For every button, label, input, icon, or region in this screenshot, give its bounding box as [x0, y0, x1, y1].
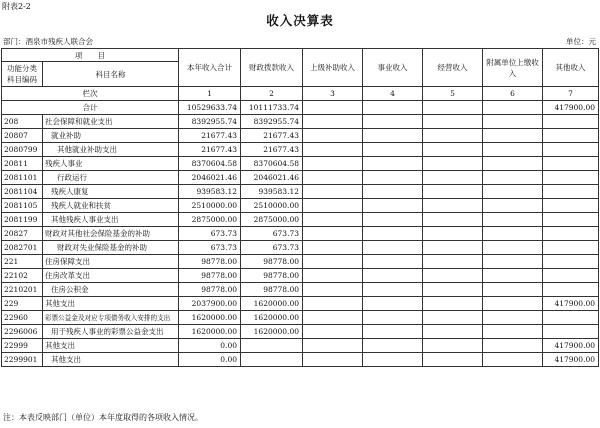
value-cell: [423, 227, 483, 241]
func-code-cell: 22102: [2, 269, 43, 283]
appendix-label: 附表2-2: [2, 2, 31, 11]
value-cell: [363, 325, 423, 339]
func-code-cell: 20807: [2, 129, 43, 143]
table-row: [2, 129, 599, 143]
table-row: [2, 269, 599, 283]
value-cell: [423, 269, 483, 283]
value-cell: [543, 255, 599, 269]
value-cell: 1620000.00: [241, 325, 303, 339]
value-cell: [543, 129, 599, 143]
col-number: 3: [303, 87, 363, 101]
value-cell: 21677.43: [179, 143, 241, 157]
subject-name-cell: 其他支出: [43, 339, 179, 353]
func-code-cell: 229: [2, 297, 43, 311]
value-cell: 2037900.00: [179, 297, 241, 311]
value-cell: 417900.00: [543, 339, 599, 353]
value-cell: [363, 143, 423, 157]
table-row: [2, 185, 599, 199]
value-cell: [303, 115, 363, 129]
value-cell: [483, 339, 543, 353]
total-value: 10529633.74: [179, 101, 241, 115]
unit-label: 单位：元: [566, 37, 596, 46]
func-code-cell: 2081199: [2, 213, 43, 227]
value-cell: [303, 129, 363, 143]
table-row: [2, 353, 599, 367]
value-cell: 1620000.00: [241, 311, 303, 325]
subject-name-cell: 行政运行: [43, 171, 179, 185]
col-header-7: 其他收入: [543, 49, 599, 87]
value-cell: [423, 241, 483, 255]
col-number: 1: [179, 87, 241, 101]
value-cell: 2875000.00: [179, 213, 241, 227]
table-row: [2, 143, 599, 157]
value-cell: [423, 283, 483, 297]
col-header-1: 本年收入合计: [179, 49, 241, 87]
subject-name-cell: 就业补助: [43, 129, 179, 143]
value-cell: 2046021.46: [241, 171, 303, 185]
value-cell: [483, 255, 543, 269]
index-row: [2, 87, 599, 101]
value-cell: [423, 171, 483, 185]
value-cell: [423, 157, 483, 171]
value-cell: [483, 325, 543, 339]
value-cell: [303, 269, 363, 283]
value-cell: 673.73: [241, 227, 303, 241]
value-cell: [483, 297, 543, 311]
value-cell: [363, 185, 423, 199]
subject-name-header: 科目名称: [43, 62, 179, 87]
value-cell: [363, 115, 423, 129]
value-cell: [483, 241, 543, 255]
page-title: 收入决算表: [266, 13, 334, 28]
table-row: [2, 171, 599, 185]
subject-name-cell: 社会保障和就业支出: [43, 115, 179, 129]
total-value: [483, 101, 543, 115]
value-cell: [241, 353, 303, 367]
value-cell: [303, 255, 363, 269]
func-code-cell: 22999: [2, 339, 43, 353]
subject-name-cell: 残疾人事业: [43, 157, 179, 171]
total-value: 417900.00: [543, 101, 599, 115]
func-code-cell: 2082701: [2, 241, 43, 255]
value-cell: [363, 171, 423, 185]
value-cell: 417900.00: [543, 297, 599, 311]
value-cell: 2875000.00: [241, 213, 303, 227]
value-cell: [363, 241, 423, 255]
func-code-cell: 2299901: [2, 353, 43, 367]
value-cell: [423, 353, 483, 367]
col-header-2: 财政拨款收入: [241, 49, 303, 87]
value-cell: 98778.00: [179, 283, 241, 297]
subject-name-cell: 其他就业补助支出: [43, 143, 179, 157]
func-code-cell: 2081104: [2, 185, 43, 199]
col-header-6: 附属单位上缴收入: [483, 49, 543, 87]
table-row: [2, 339, 599, 353]
table-row: [2, 227, 599, 241]
index-label: 栏次: [2, 87, 179, 101]
value-cell: [363, 213, 423, 227]
subject-name-cell: 残疾人就业和扶贫: [43, 199, 179, 213]
value-cell: [483, 115, 543, 129]
value-cell: [483, 227, 543, 241]
subject-name-cell: 其他支出: [43, 353, 179, 367]
func-code-cell: 2296006: [2, 325, 43, 339]
value-cell: 21677.43: [241, 143, 303, 157]
value-cell: [423, 199, 483, 213]
value-cell: 21677.43: [241, 129, 303, 143]
func-code-cell: 2080799: [2, 143, 43, 157]
table-row: [2, 199, 599, 213]
func-code-cell: 2081101: [2, 171, 43, 185]
value-cell: [303, 297, 363, 311]
func-code-cell: 22960: [2, 311, 43, 325]
value-cell: [543, 157, 599, 171]
subject-name-cell: 其他残疾人事业支出: [43, 213, 179, 227]
subject-name-cell: 残疾人康复: [43, 185, 179, 199]
value-cell: [483, 199, 543, 213]
value-cell: 1620000.00: [179, 325, 241, 339]
value-cell: [303, 311, 363, 325]
value-cell: 98778.00: [241, 255, 303, 269]
subject-name-cell: 住房改革支出: [43, 269, 179, 283]
value-cell: [423, 311, 483, 325]
value-cell: [303, 143, 363, 157]
value-cell: [423, 325, 483, 339]
value-cell: [303, 241, 363, 255]
value-cell: [303, 199, 363, 213]
value-cell: [543, 325, 599, 339]
value-cell: 673.73: [179, 241, 241, 255]
value-cell: [543, 311, 599, 325]
value-cell: [303, 353, 363, 367]
value-cell: [483, 143, 543, 157]
value-cell: [543, 171, 599, 185]
value-cell: 673.73: [179, 227, 241, 241]
table-row: [2, 283, 599, 297]
total-value: 10111733.74: [241, 101, 303, 115]
col-number: 7: [543, 87, 599, 101]
value-cell: [303, 283, 363, 297]
total-value: [303, 101, 363, 115]
value-cell: [423, 143, 483, 157]
value-cell: 8370604.58: [179, 157, 241, 171]
value-cell: [483, 311, 543, 325]
value-cell: 0.00: [179, 339, 241, 353]
value-cell: [543, 185, 599, 199]
value-cell: 21677.43: [179, 129, 241, 143]
value-cell: [363, 311, 423, 325]
subject-name-cell: 财政对其他社会保险基金的补助: [43, 227, 179, 241]
col-number: 2: [241, 87, 303, 101]
value-cell: [363, 297, 423, 311]
value-cell: [303, 185, 363, 199]
col-header-5: 经营收入: [423, 49, 483, 87]
value-cell: 939583.12: [241, 185, 303, 199]
func-code-header: 功能分类科目编码: [2, 62, 43, 87]
value-cell: [363, 199, 423, 213]
table-row: [2, 325, 599, 339]
value-cell: [363, 129, 423, 143]
total-row: [2, 101, 599, 115]
func-code-cell: 221: [2, 255, 43, 269]
table-row: [2, 157, 599, 171]
value-cell: [423, 213, 483, 227]
table-row: [2, 241, 599, 255]
value-cell: [543, 143, 599, 157]
total-value: [363, 101, 423, 115]
value-cell: 98778.00: [241, 283, 303, 297]
value-cell: 98778.00: [241, 269, 303, 283]
subject-name-cell: 彩票公益金及对应专项债务收入安排的支出: [43, 311, 179, 325]
col-header-3: 上级补助收入: [303, 49, 363, 87]
value-cell: [363, 157, 423, 171]
value-cell: [241, 339, 303, 353]
func-code-cell: 2081105: [2, 199, 43, 213]
income-table: [1, 48, 599, 367]
total-value: [423, 101, 483, 115]
value-cell: [363, 353, 423, 367]
value-cell: [303, 227, 363, 241]
func-code-cell: 2210201: [2, 283, 43, 297]
func-code-cell: 20811: [2, 157, 43, 171]
value-cell: [303, 157, 363, 171]
department-label: 部门：酒泉市残疾人联合会: [3, 37, 93, 46]
value-cell: [423, 185, 483, 199]
value-cell: [363, 269, 423, 283]
func-code-cell: 208: [2, 115, 43, 129]
value-cell: 8370604.58: [241, 157, 303, 171]
value-cell: 673.73: [241, 241, 303, 255]
value-cell: [303, 325, 363, 339]
table-row: [2, 311, 599, 325]
footnote: 注：本表反映部门（单位）本年度取得的各项收入情况。: [3, 413, 203, 422]
item-header: 项 目: [2, 49, 179, 62]
value-cell: [483, 269, 543, 283]
col-number: 6: [483, 87, 543, 101]
subject-name-cell: 财政对失业保险基金的补助: [43, 241, 179, 255]
value-cell: 2046021.46: [179, 171, 241, 185]
table-row: [2, 297, 599, 311]
value-cell: 1620000.00: [241, 297, 303, 311]
value-cell: [483, 157, 543, 171]
value-cell: [543, 227, 599, 241]
value-cell: [483, 213, 543, 227]
value-cell: [363, 283, 423, 297]
value-cell: [543, 213, 599, 227]
value-cell: [423, 115, 483, 129]
value-cell: [543, 283, 599, 297]
value-cell: [303, 171, 363, 185]
value-cell: 0.00: [179, 353, 241, 367]
value-cell: 98778.00: [179, 255, 241, 269]
table-row: [2, 115, 599, 129]
value-cell: 2510000.00: [179, 199, 241, 213]
value-cell: [363, 227, 423, 241]
value-cell: [363, 339, 423, 353]
col-header-4: 事业收入: [363, 49, 423, 87]
value-cell: 8392955.74: [179, 115, 241, 129]
value-cell: [543, 199, 599, 213]
value-cell: 417900.00: [543, 353, 599, 367]
col-number: 4: [363, 87, 423, 101]
subject-name-cell: 住房公积金: [43, 283, 179, 297]
value-cell: [423, 297, 483, 311]
value-cell: 939583.12: [179, 185, 241, 199]
value-cell: [423, 255, 483, 269]
value-cell: 98778.00: [179, 269, 241, 283]
value-cell: [423, 129, 483, 143]
subject-name-cell: 住房保障支出: [43, 255, 179, 269]
value-cell: 8392955.74: [241, 115, 303, 129]
func-code-cell: 20827: [2, 227, 43, 241]
value-cell: 1620000.00: [179, 311, 241, 325]
value-cell: [543, 115, 599, 129]
value-cell: [483, 171, 543, 185]
value-cell: [483, 283, 543, 297]
col-number: 5: [423, 87, 483, 101]
value-cell: 2510000.00: [241, 199, 303, 213]
value-cell: [483, 129, 543, 143]
value-cell: [483, 353, 543, 367]
value-cell: [423, 339, 483, 353]
value-cell: [543, 269, 599, 283]
value-cell: [303, 339, 363, 353]
total-label: 合计: [2, 101, 179, 115]
subject-name-cell: 其他支出: [43, 297, 179, 311]
table-row: [2, 255, 599, 269]
value-cell: [363, 255, 423, 269]
table-row: [2, 213, 599, 227]
value-cell: [543, 241, 599, 255]
subject-name-cell: 用于残疾人事业的彩票公益金支出: [43, 325, 179, 339]
value-cell: [303, 213, 363, 227]
value-cell: [483, 185, 543, 199]
